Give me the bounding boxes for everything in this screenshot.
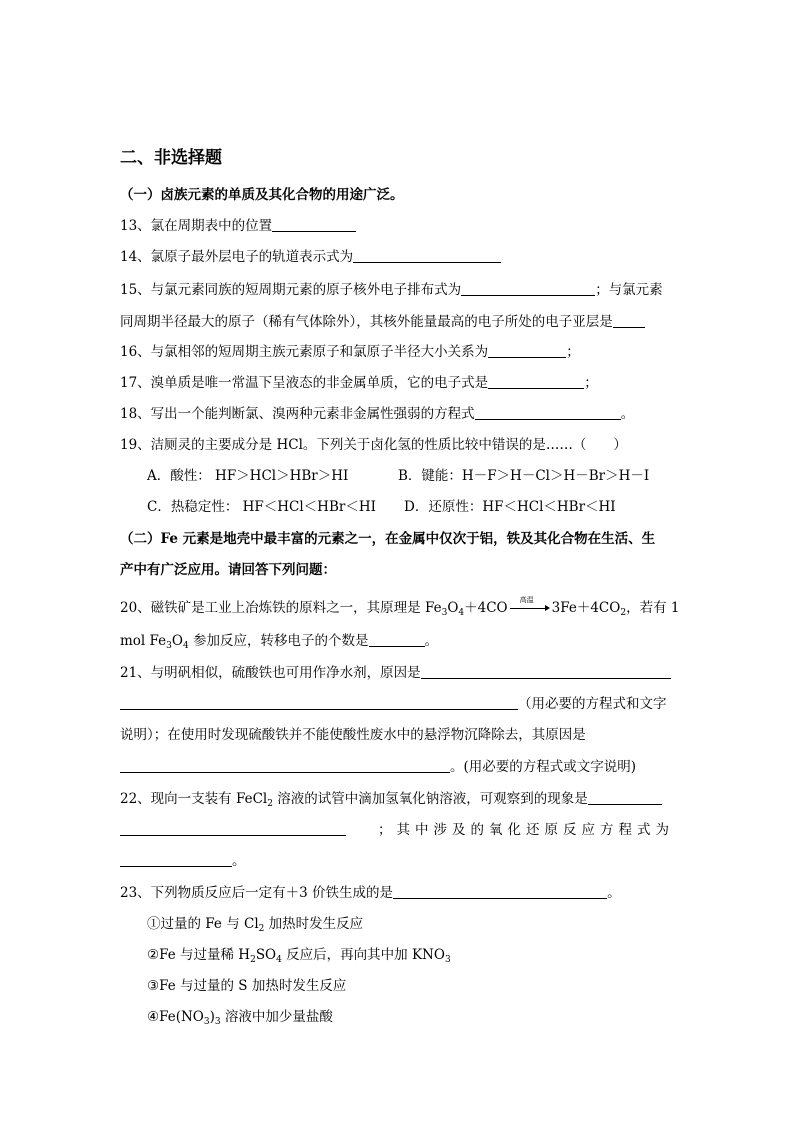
subscript: 4 — [458, 608, 465, 618]
answer-blank[interactable] — [588, 789, 662, 805]
q23-item-1[interactable] — [147, 914, 363, 939]
q23-item-2[interactable] — [147, 945, 451, 970]
q15-text-2: ；与氯元素 — [595, 282, 663, 298]
q20-text: 20、磁铁矿是工业上冶炼铁的原料之一，其原理是 Fe — [120, 600, 442, 616]
q18-punct: 。 — [620, 406, 635, 422]
q16-text: 16、与氯相邻的短周期主族元素原子和氯原子半径大小关系为 — [120, 344, 489, 360]
part2-header-line1: （二）Fe 元素是地壳中最丰富的元素之一，在金属中仅次于铝，铁及其化合物在生活、生 — [120, 531, 656, 547]
q23-item-1-text-b: 加热时发生反应 — [264, 916, 364, 932]
question-17 — [120, 373, 598, 393]
q23-item-2-text: ②Fe 与过量稀 H — [147, 947, 251, 963]
subscript: 3 — [214, 1017, 221, 1027]
q17-text: 17、溴单质是唯一常温下呈液态的非金属单质，它的电子式是 — [120, 375, 489, 391]
subscript: 3 — [203, 1017, 210, 1027]
q17-punct: ； — [584, 375, 598, 391]
question-22 — [120, 789, 662, 814]
q21-text-d: 。(用必要的方程式或文字说明) — [450, 759, 637, 775]
reaction-arrow — [510, 596, 550, 612]
answer-blank[interactable] — [369, 631, 425, 647]
q19-option-b[interactable]: B．键能：H－F＞H－Cl＞H－Br＞H－I — [398, 468, 650, 484]
q22-text-b: 溶液的试管中滴加氢氧化钠溶液，可观察到的现象是 — [272, 791, 588, 807]
subscript: 2 — [620, 608, 627, 618]
question-16 — [120, 342, 580, 362]
part2-header-line2: 产中有广泛应用。请回答下列问题： — [120, 562, 336, 578]
q20-text-e: mol Fe — [120, 633, 167, 649]
q23-text: 23、下列物质反应后一定有＋3 价铁生成的是 — [120, 885, 394, 901]
q13-text: 13、氯在周期表中的位置 — [120, 218, 273, 234]
q20-text-c: 3Fe＋4CO — [551, 600, 621, 616]
q20-text-f: O — [171, 633, 183, 649]
answer-blank[interactable] — [461, 280, 595, 296]
q15-text-3: 同周期半径最大的原子（稀有气体除外），其核外能量最高的电子所处的电子亚层是 — [120, 314, 613, 330]
subscript: 4 — [182, 641, 189, 651]
answer-blank[interactable] — [272, 216, 356, 232]
q23-item-2-text-c: 反应后，再向其中加 KNO — [281, 947, 445, 963]
question-18 — [120, 404, 634, 424]
question-22-line2 — [120, 820, 674, 840]
q20-punct: 。 — [424, 633, 438, 649]
answer-blank[interactable] — [393, 883, 607, 899]
subscript: 2 — [267, 799, 273, 809]
question-21 — [120, 663, 671, 683]
q19-option-a[interactable]: A．酸性： HF＞HCl＞HBr＞HI — [147, 468, 349, 484]
subscript: 2 — [250, 955, 256, 965]
q22-text: 22、现向一支装有 FeCl — [120, 791, 268, 807]
question-21-line4 — [120, 757, 636, 777]
q22-punct: 。 — [232, 853, 246, 869]
q18-text: 18、写出一个能判断氯、溴两种元素非金属性强弱的方程式 — [120, 406, 475, 422]
answer-blank[interactable] — [120, 757, 450, 773]
subscript: 2 — [258, 924, 265, 934]
q23-item-4-text: ④Fe(NO — [147, 1009, 204, 1025]
q23-item-4[interactable] — [147, 1007, 333, 1032]
answer-blank[interactable] — [475, 404, 621, 420]
part1-header: （一）卤族元素的单质及其化合物的用途广泛。 — [120, 187, 404, 203]
q20-text-o: O — [447, 600, 459, 616]
q14-text: 14、氯原子最外层电子的轨道表示式为 — [120, 249, 354, 265]
section-title: 二、非选择题 — [120, 148, 222, 168]
q19-option-d[interactable]: D．还原性：HF＜HCl＜HBr＜HI — [404, 499, 616, 515]
question-21-line3: 说明）；在使用时发现硫酸铁并不能使酸性废水中的悬浮物沉降除去，其原因是 — [120, 727, 586, 743]
q23-item-3[interactable]: ③Fe 与过量的 S 加热时发生反应 — [147, 978, 347, 994]
question-22-line3 — [120, 851, 246, 871]
question-21-line2 — [120, 694, 667, 714]
subscript: 3 — [444, 955, 451, 965]
q20-text-d: ，若有 1 — [626, 600, 680, 616]
answer-blank[interactable] — [488, 373, 584, 389]
q20-text-g: 参加反应，转移电子的个数是 — [188, 633, 369, 649]
q23-item-4-text-c: 溶液中加少量盐酸 — [220, 1009, 333, 1025]
subscript: 4 — [276, 955, 282, 965]
question-20 — [120, 598, 679, 623]
q20-text-b: ＋4CO — [464, 600, 508, 616]
q21-text-b: （用必要的方程式和文字 — [518, 696, 667, 712]
answer-blank[interactable] — [120, 694, 518, 710]
q23-item-2-text-b: SO — [255, 947, 277, 963]
question-15 — [120, 280, 663, 300]
reaction-condition: 高温 — [519, 596, 534, 604]
answer-blank[interactable] — [613, 312, 645, 328]
answer-blank[interactable] — [353, 247, 501, 263]
subscript: 3 — [441, 608, 448, 618]
q21-text: 21、与明矾相似，硫酸铁也可用作净水剂，原因是 — [120, 665, 421, 681]
q23-item-4-text-b: ) — [209, 1009, 215, 1025]
question-20-line2 — [120, 631, 438, 656]
q16-punct: ； — [566, 344, 580, 360]
question-23 — [120, 883, 621, 903]
answer-blank[interactable] — [421, 663, 671, 679]
answer-blank[interactable] — [120, 851, 232, 867]
question-13 — [120, 216, 356, 236]
q23-punct: 。 — [607, 885, 621, 901]
answer-blank[interactable] — [120, 820, 346, 836]
q23-item-1-text: ①过量的 Fe 与 Cl — [147, 916, 259, 932]
subscript: 3 — [166, 641, 172, 651]
question-19: 19、洁厕灵的主要成分是 HCl。下列关于卤化氢的性质比较中错误的是……（ ） — [120, 437, 627, 453]
q19-option-c[interactable]: C．热稳定性： HF＜HCl＜HBr＜HI — [147, 499, 376, 515]
question-15-line2 — [120, 312, 645, 332]
q15-text: 15、与氯元素同族的短周期元素的原子核外电子排布式为 — [120, 282, 462, 298]
question-14 — [120, 247, 501, 267]
answer-blank[interactable] — [488, 342, 566, 358]
q22-text-c: ；其中涉及的氧化还原反应方程式为 — [378, 822, 674, 838]
